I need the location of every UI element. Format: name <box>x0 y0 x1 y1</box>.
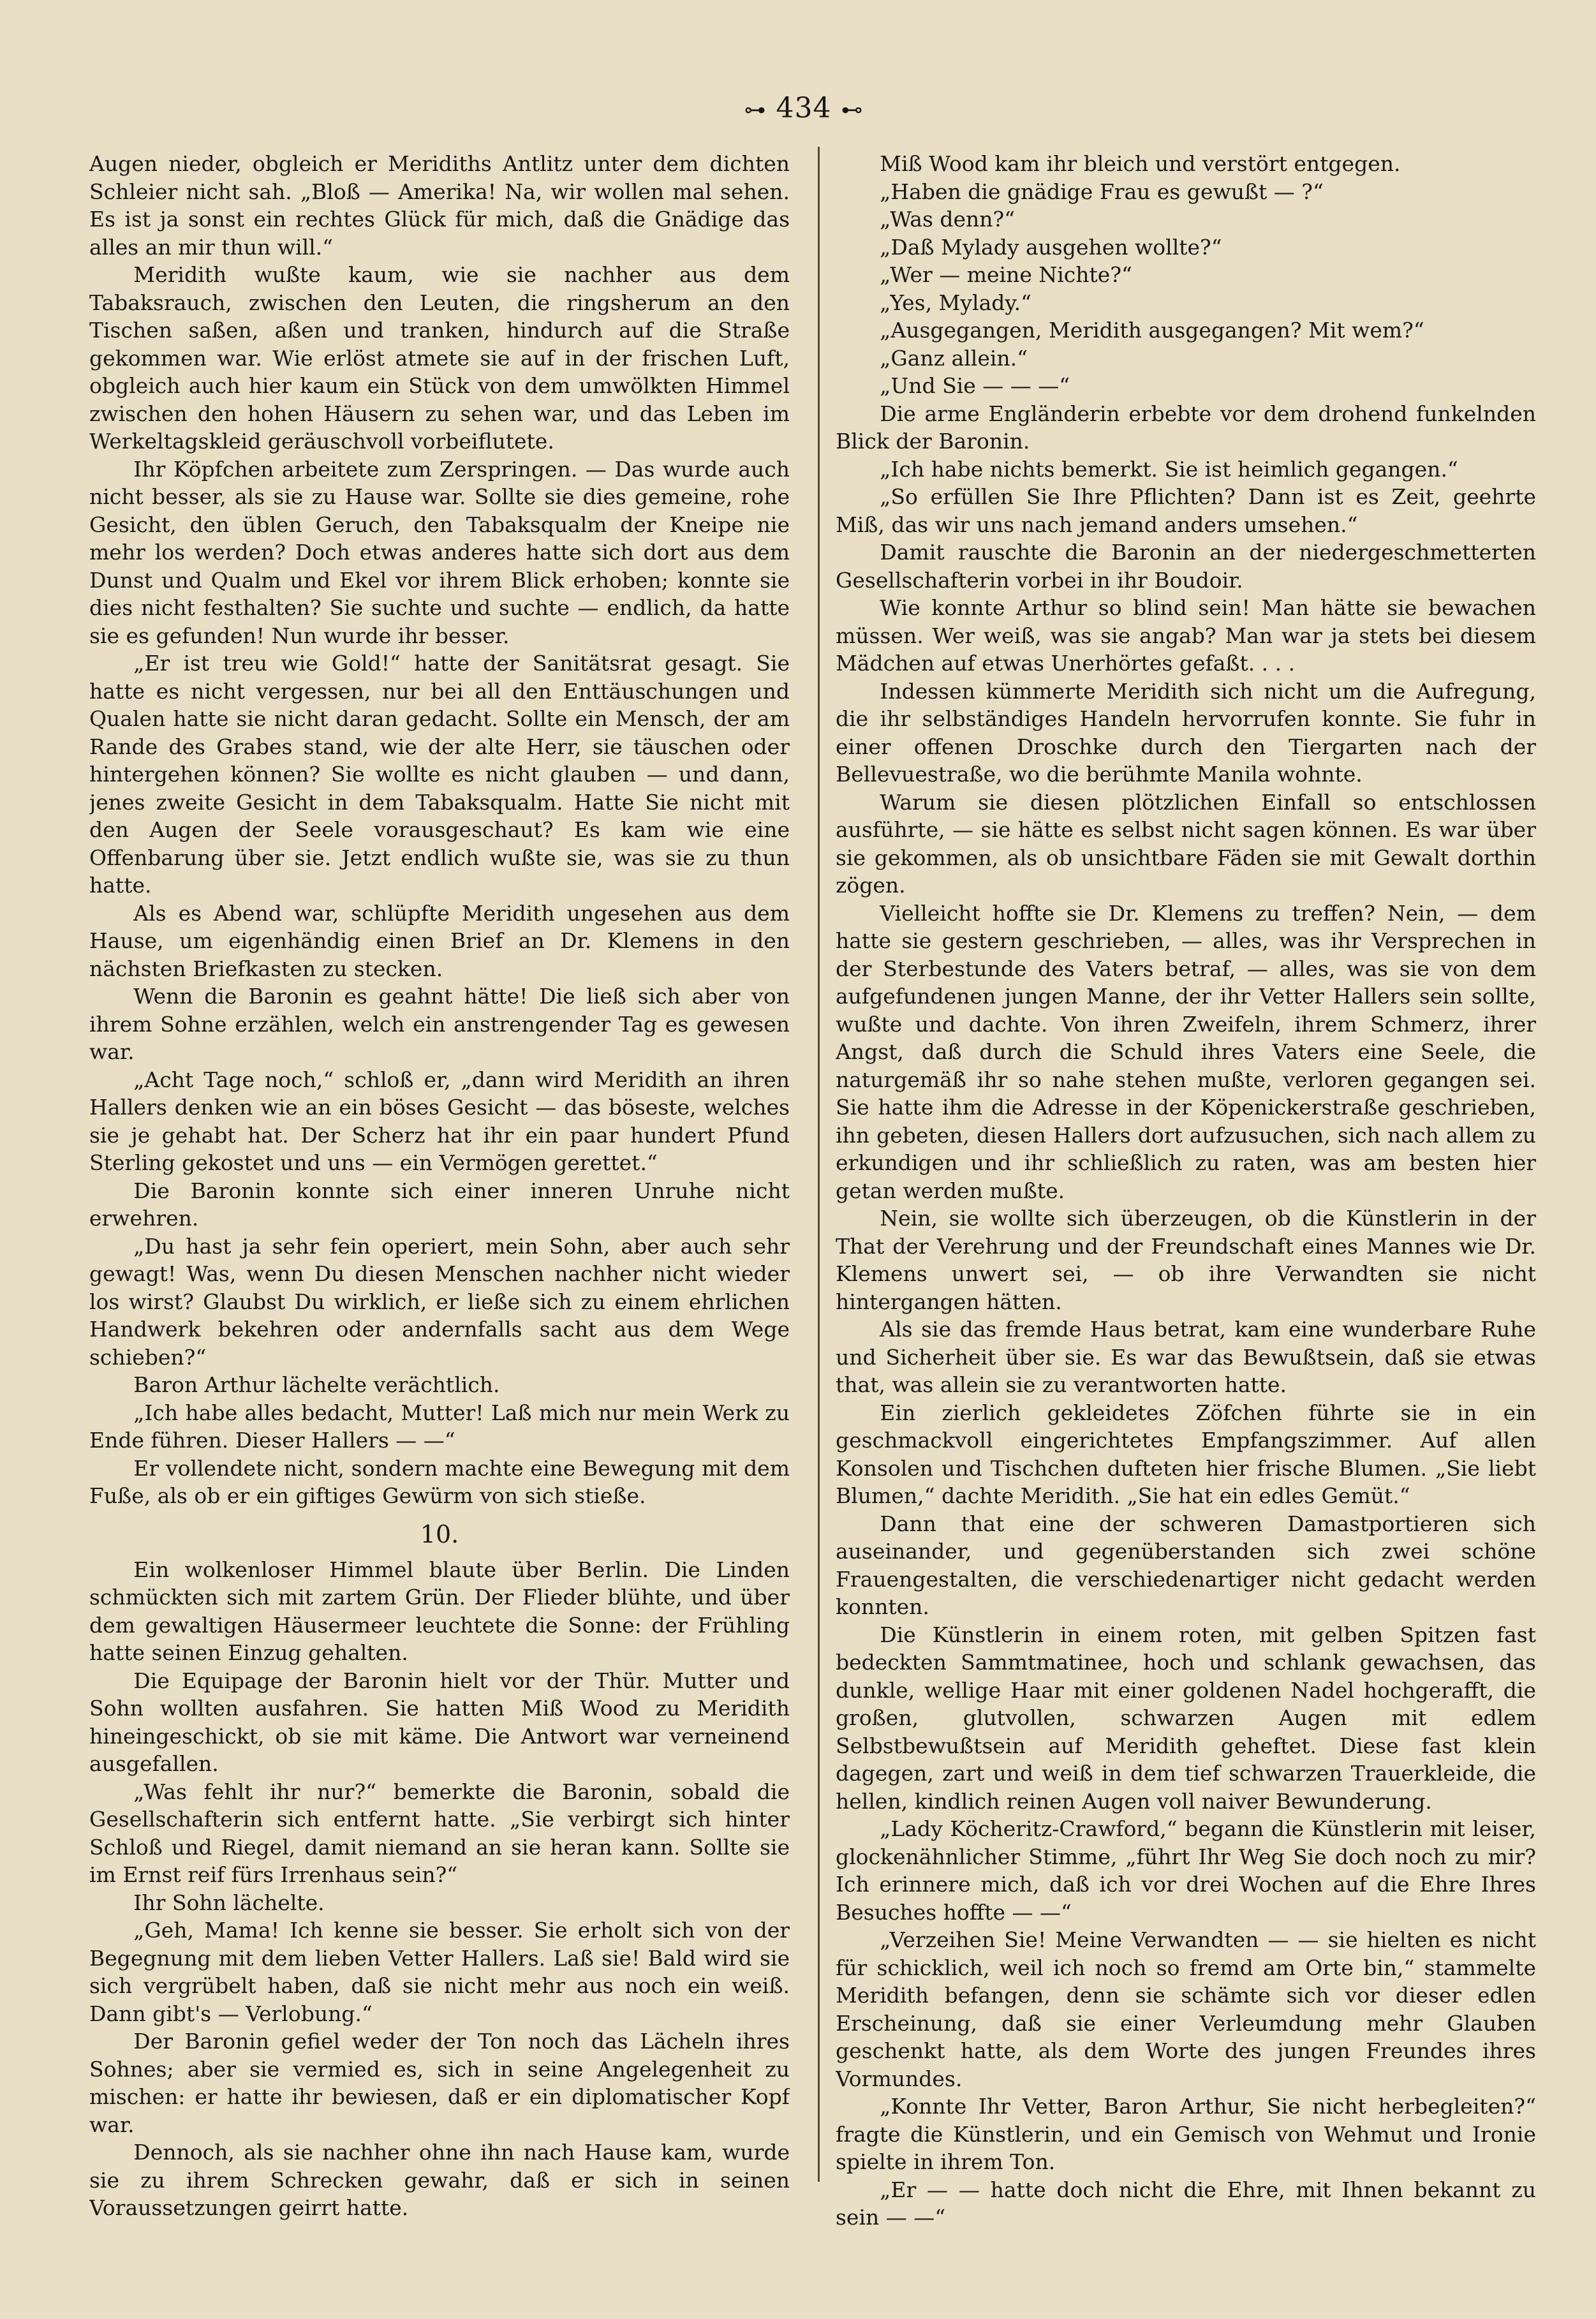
paragraph: „Lady Köcheritz-Crawford,“ begann die Künstlerin mit leiser, glockenähnlicher Stimme, „führt Ihr Weg Sie doch noch zu mir? Ich erinnere mich, daß ich vor drei Wochen auf die Ehre Ihres Besuches hoffte — —“ <box>836 1816 1536 1925</box>
right-column <box>836 150 1536 2293</box>
paragraph: Er vollendete nicht, sondern machte eine Bewegung mit dem Fuße, als ob er ein giftiges Gewürm von sich stieße. <box>89 1455 790 1508</box>
paragraph: „Ganz allein.“ <box>880 345 1028 371</box>
paragraph: „Ich habe nichts bemerkt. Sie ist heimlich gegangen.“ <box>880 456 1458 482</box>
paragraph: „Du hast ja sehr fein operiert, mein Sohn, aber auch sehr gewagt! Was, wenn Du diesen Menschen nachher nicht wieder los wirst? Glaubst Du wirklich, er ließe sich zu einem ehrlichen Handwerk bekehren oder andernfalls sacht aus dem Wege schieben?“ <box>89 1233 790 1370</box>
paragraph: Baron Arthur lächelte verächtlich. <box>133 1372 500 1397</box>
paragraph: Nein, sie wollte sich überzeugen, ob die Künstlerin in der That der Verehrung und der Freundschaft eines Mannes wie Dr. Klemens unwert sei, — ob ihre Verwandten sie nicht hintergangen hätten. <box>836 1206 1536 1314</box>
paragraph: „So erfüllen Sie Ihre Pflichten? Dann ist es Zeit, geehrte Miß, das wir uns nach jemand anders umsehen.“ <box>836 484 1536 537</box>
paragraph: „Geh, Mama! Ich kenne sie besser. Sie erholt sich von der Begegnung mit dem lieben Vetter Hallers. Laß sie! Bald wird sie sich vergrübelt haben, daß sie nicht mehr aus noch ein weiß. Dann gibt's — Verlobung.“ <box>89 1918 790 2026</box>
paragraph: Der Baronin gefiel weder der Ton noch das Lächeln ihres Sohnes; aber sie vermied es, sich in seine Angelegenheit zu mischen: er hatte ihr bewiesen, daß er ein diplomatischer Kopf war. <box>89 2029 790 2137</box>
paragraph: Die Baronin konnte sich einer inneren Unruhe nicht erwehren. <box>89 1178 790 1231</box>
paragraph: Augen nieder, obgleich er Meridiths Antlitz unter dem dichten Schleier nicht sah. „Bloß — Amerika! Na, wir wollen mal sehen. Es ist ja sonst ein rechtes Glück für mich, daß die Gnädige das alles an mir thun will.“ <box>89 151 790 260</box>
paragraph: „Haben die gnädige Frau es gewußt — ?“ <box>880 179 1324 204</box>
paragraph: „Acht Tage noch,“ schloß er, „dann wird Meridith an ihren Hallers denken wie an ein böses Gesicht — das böseste, welches sie je gehabt hat. Der Scherz hat ihr ein paar hundert Pfund Sterling gekostet und uns — ein Vermögen gerettet.“ <box>89 1067 790 1175</box>
paragraph: Dann that eine der schweren Damastportieren sich auseinander, und gegenüberstanden sich zwei schöne Frauengestalten, die verschiedenartiger nicht gedacht werden konnten. <box>836 1511 1536 1619</box>
paragraph: Miß Wood kam ihr bleich und verstört entgegen. <box>880 151 1401 176</box>
paragraph: „Er — — hatte doch nicht die Ehre, mit Ihnen bekannt zu sein — —“ <box>836 2177 1536 2230</box>
column-divider <box>818 147 820 2182</box>
ornament-left-icon: ⊶ <box>744 97 767 123</box>
paragraph: Ihr Sohn lächelte. <box>133 1890 325 1915</box>
paragraph: Vielleicht hoffte sie Dr. Klemens zu treffen? Nein, — dem hatte sie gestern geschrieben, — alles, was ihr Versprechen in der Sterbestunde des Vaters betraf, — alles, was sie von dem aufgefundenen jungen Manne, der ihr Vetter Hallers sein sollte, wußte und dachte. Von ihren Zweifeln, ihrem Schmerz, ihrer Angst, daß durch die Schuld ihres Vaters eine Seele, die naturgemäß ihr so nahe stehen mußte, verloren gegangen sei. Sie hatte ihm die Adresse in der Köpenickerstraße geschrieben, ihn gebeten, diesen Hallers dort aufzusuchen, sich nach allem zu erkundigen und ihr schließlich zu raten, was am besten hier getan werden mußte. <box>836 900 1536 1203</box>
paragraph: Meridith wußte kaum, wie sie nachher aus dem Tabaksrauch, zwischen den Leuten, die ringsherum an den Tischen saßen, aßen und tranken, hindurch auf die Straße gekommen war. Wie erlöst atmete sie auf in der frischen Luft, obgleich auch hier kaum ein Stück von dem umwölkten Himmel zwischen den hohen Häusern zu sehen war, und das Leben im Werkeltagskleid geräuschvoll vorbeiflutete. <box>89 262 790 454</box>
paragraph: Die arme Engländerin erbebte vor dem drohend funkelnden Blick der Baronin. <box>836 401 1536 454</box>
paragraph: Ihr Köpfchen arbeitete zum Zerspringen. — Das wurde auch nicht besser, als sie zu Hause war. Sollte sie dies gemeine, rohe Gesicht, den üblen Geruch, den Tabaksqualm der Kneipe nie mehr los werden? Doch etwas anderes hatte sich dort aus dem Dunst und Qualm und Ekel vor ihrem Blick erhoben; konnte sie dies nicht festhalten? Sie suchte und suchte — endlich, da hatte sie es gefunden! Nun wurde ihr besser. <box>89 456 790 648</box>
paragraph: Die Künstlerin in einem roten, mit gelben Spitzen fast bedeckten Sammtmatinee, hoch und schlank gewachsen, das dunkle, wellige Haar mit einer goldenen Nadel hochgerafft, die großen, glutvollen, schwarzen Augen mit edlem Selbstbewußtsein auf Meridith geheftet. Diese fast klein dagegen, zart und weiß in dem tief schwarzen Trauerkleide, die hellen, kindlich reinen Augen voll naiver Bewunderung. <box>836 1622 1536 1814</box>
page-number <box>721 89 887 128</box>
paragraph: „Was fehlt ihr nur?“ bemerkte die Baronin, sobald die Gesellschafterin sich entfernt hatte. „Sie verbirgt sich hinter Schloß und Riegel, damit niemand an sie heran kann. Sollte sie im Ernst reif fürs Irrenhaus sein?“ <box>89 1779 790 1887</box>
paragraph: Ein zierlich gekleidetes Zöfchen führte sie in ein geschmackvoll eingerichtetes Empfangszimmer. Auf allen Konsolen und Tischchen dufteten hier frische Blumen. „Sie liebt Blumen,“ dachte Meridith. „Sie hat ein edles Gemüt.“ <box>836 1400 1536 1508</box>
paragraph: „Wer — meine Nichte?“ <box>880 262 1132 287</box>
paragraph: Dennoch, als sie nachher ohne ihn nach Hause kam, wurde sie zu ihrem Schrecken gewahr, daß er sich in seinen Voraussetzungen geirrt hatte. <box>89 2140 790 2220</box>
ornament-right-icon: ⊷ <box>841 97 864 123</box>
paragraph: Wenn die Baronin es geahnt hätte! Die ließ sich aber von ihrem Sohne erzählen, welch ein anstrengender Tag es gewesen war. <box>89 984 790 1064</box>
paragraph: „Konnte Ihr Vetter, Baron Arthur, Sie nicht herbegleiten?“ fragte die Künstlerin, und ein Gemisch von Wehmut und Ironie spielte in ihrem Ton. <box>836 2094 1536 2174</box>
page-number-text: 434 <box>776 92 832 124</box>
paragraph: „Verzeihen Sie! Meine Verwandten — — sie hielten es nicht für schicklich, weil ich noch so fremd am Orte bin,“ stammelte Meridith befangen, denn sie schämte sich vor dieser edlen Erscheinung, daß sie einer Verleumdung mehr Glauben geschenkt hatte, als dem Worte des jungen Freundes ihres Vormundes. <box>836 1927 1536 2091</box>
paragraph: „Er ist treu wie Gold!“ hatte der Sanitätsrat gesagt. Sie hatte es nicht vergessen, nur bei all den Enttäuschungen und Qualen hatte sie nicht daran gedacht. Sollte ein Mensch, der am Rande des Grabes stand, wie der alte Herr, sie täuschen oder hintergehen können? Sie wollte es nicht glauben — und dann, jenes zweite Gesicht in dem Tabaksqualm. Hatte Sie nicht mit den Augen der Seele vorausgeschaut? Es kam wie eine Offenbarung über sie. Jetzt endlich wußte sie, was sie zu thun hatte. <box>89 651 790 898</box>
paragraph: Als es Abend war, schlüpfte Meridith ungesehen aus dem Hause, um eigenhändig einen Brief an Dr. Klemens in den nächsten Briefkasten zu stecken. <box>89 900 790 981</box>
paragraph: „Ausgegangen, Meridith ausgegangen? Mit wem?“ <box>880 318 1424 343</box>
chapter-number: 10. <box>420 1520 459 1548</box>
paragraph: Ein wolkenloser Himmel blaute über Berlin. Die Linden schmückten sich mit zartem Grün. Der Flieder blühte, und über dem gewaltigen Häusermeer leuchtete die Sonne: der Frühling hatte seinen Einzug gehalten. <box>89 1557 790 1665</box>
paragraph: Warum sie diesen plötzlichen Einfall so entschlossen ausführte, — sie hätte es selbst nicht sagen können. Es war über sie gekommen, als ob unsichtbare Fäden sie mit Gewalt dorthin zögen. <box>836 789 1536 898</box>
paragraph: Indessen kümmerte Meridith sich nicht um die Aufregung, die ihr selbständiges Handeln hervorrufen konnte. Sie fuhr in einer offenen Droschke durch den Tiergarten nach der Bellevuestraße, wo die berühmte Manila wohnte. <box>836 678 1536 787</box>
paragraph: Als sie das fremde Haus betrat, kam eine wunderbare Ruhe und Sicherheit über sie. Es war das Bewußtsein, daß sie etwas that, was allein sie zu verantworten hatte. <box>836 1317 1536 1397</box>
left-column <box>89 150 790 2293</box>
paragraph: „Ich habe alles bedacht, Mutter! Laß mich nur mein Werk zu Ende führen. Dieser Hallers — —“ <box>89 1400 790 1453</box>
paragraph: „Daß Mylady ausgehen wollte?“ <box>880 234 1222 260</box>
paragraph: „Und Sie — — —“ <box>880 373 1070 398</box>
paragraph: „Yes, Mylady.“ <box>880 290 1031 315</box>
paragraph: Wie konnte Arthur so blind sein! Man hätte sie bewachen müssen. Wer weiß, was sie angab? Man war ja stets bei diesem Mädchen auf etwas Unerhörtes gefaßt. . . . <box>836 595 1536 676</box>
paragraph: „Was denn?“ <box>880 207 1016 232</box>
paragraph: Damit rauschte die Baronin an der niedergeschmetterten Gesellschafterin vorbei in ihr Boudoir. <box>836 540 1536 593</box>
paragraph: Die Equipage der Baronin hielt vor der Thür. Mutter und Sohn wollten ausfahren. Sie hatten Miß Wood zu Meridith hineingeschickt, ob sie mit käme. Die Antwort war verneinend ausgefallen. <box>89 1668 790 1776</box>
